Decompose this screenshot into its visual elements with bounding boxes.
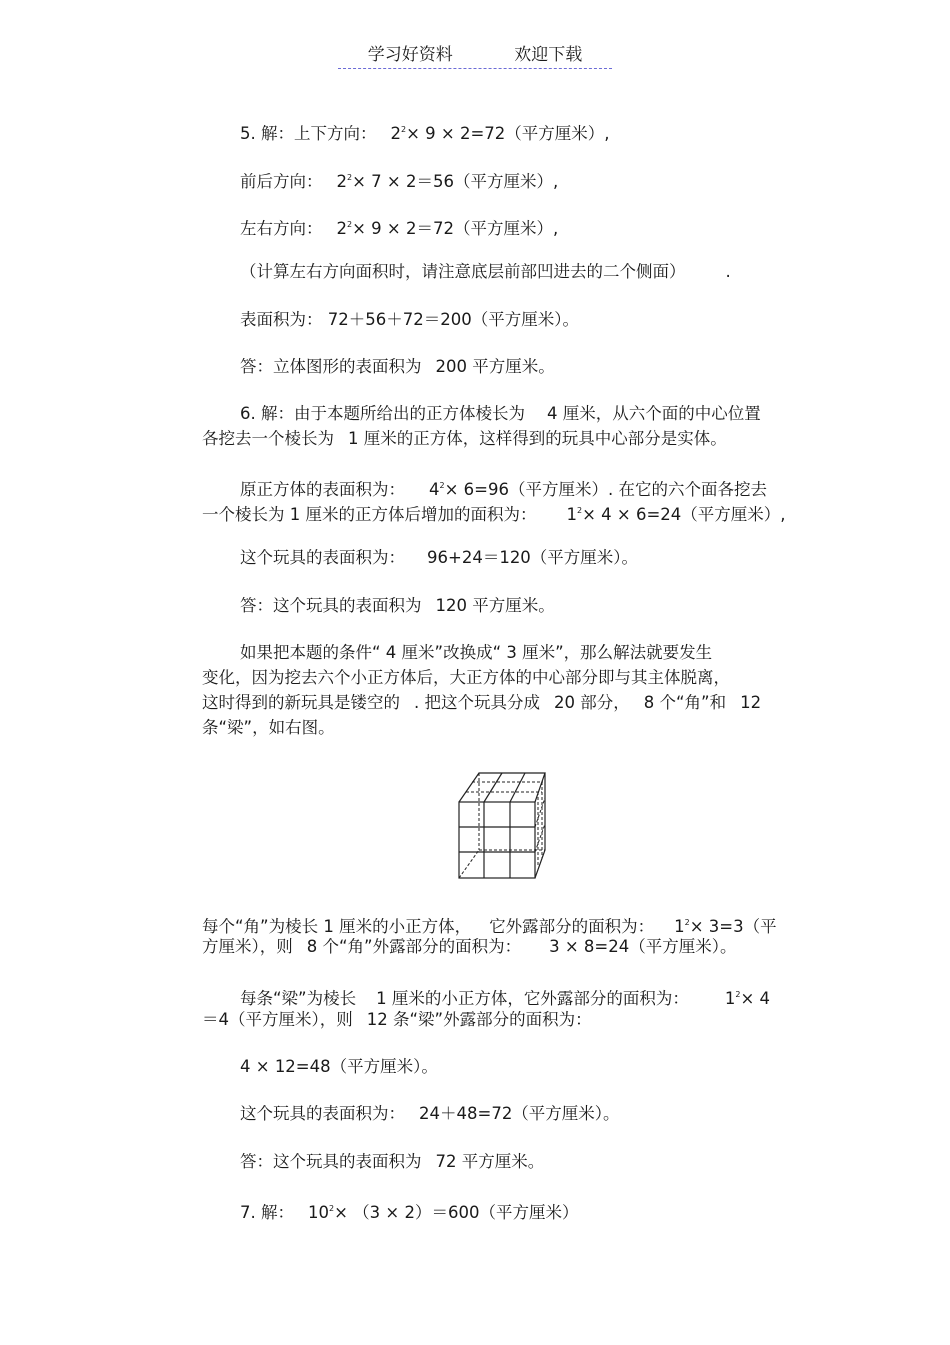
text: 24＋48=72（平方厘米）。 — [419, 1104, 620, 1123]
text: × 7 × 2＝56（平方厘米）, — [352, 172, 559, 191]
text: × 3=3（平 — [689, 917, 777, 936]
text: × （3 × 2）＝600（平方厘米） — [334, 1203, 579, 1222]
p6-line-1 — [240, 404, 761, 424]
p8-line-6 — [240, 1104, 620, 1124]
superscript: 2 — [577, 506, 583, 515]
p6-answer — [240, 596, 555, 616]
text: 这个玩具的表面积为： — [240, 1104, 405, 1123]
text: 4 × 12=48（平方厘米）。 — [240, 1057, 438, 1076]
text: 200 平方厘米。 — [435, 357, 555, 376]
text: 方厘米），则 — [202, 937, 293, 956]
header-underline — [338, 40, 612, 69]
cube-top-line — [510, 773, 525, 802]
text: 1 — [724, 989, 736, 1008]
text: 1 — [674, 917, 685, 936]
text: × 6=96（平方厘米）. 在它的六个面各挖去 — [444, 480, 767, 499]
p8-line-3 — [240, 985, 770, 1009]
p7-line-3 — [202, 693, 761, 713]
p8-line-2 — [202, 937, 736, 957]
header-left-text: 学习好资料 — [367, 45, 453, 65]
superscript: 2 — [347, 220, 353, 229]
text: 左右方向： — [240, 219, 323, 238]
p6-line-5 — [240, 548, 638, 568]
p5-line-2 — [240, 168, 558, 192]
text: 2 — [390, 124, 401, 143]
text: 变化，因为挖去六个小正方体后，大正方体的中心部分即与其主体脱离， — [202, 668, 730, 687]
text: 这个玩具的表面积为： — [240, 548, 405, 567]
text: 答：这个玩具的表面积为 — [240, 596, 422, 615]
text: 原正方体的表面积为： — [240, 480, 405, 499]
text: 每个“角”为棱长 1 厘米的小正方体， — [202, 917, 472, 936]
p9-line-1 — [240, 1199, 578, 1223]
text: 每条“梁”为棱长 — [240, 989, 357, 1008]
text: 这时得到的新玩具是镂空的 — [202, 693, 400, 712]
p8-line-4 — [202, 1010, 592, 1030]
text: × 9 × 2=72（平方厘米）, — [406, 124, 610, 143]
text: × 9 × 2＝72（平方厘米）, — [352, 219, 559, 238]
text: × 4 × 6=24（平方厘米）, — [582, 505, 786, 524]
superscript: 2 — [735, 990, 741, 999]
p5-line-4 — [240, 262, 731, 282]
text: × 4 — [740, 989, 771, 1008]
text: 4 — [429, 480, 440, 499]
superscript: 2 — [439, 481, 445, 490]
text: 表面积为： 72＋56＋72＝200（平方厘米）。 — [240, 310, 579, 329]
text: 1 厘米的小正方体，它外露部分的面积为： — [376, 989, 689, 1008]
p8-line-1 — [202, 913, 777, 937]
text: 2 — [336, 172, 347, 191]
text: . 把这个玩具分成 — [414, 693, 540, 712]
text: 2 — [336, 219, 347, 238]
cube-figure — [455, 770, 550, 882]
text: 12 条“梁”外露部分的面积为： — [366, 1010, 592, 1029]
text: 如果把本题的条件“ 4 厘米”改换成“ 3 厘米”，那么解法就要发生 — [240, 643, 713, 662]
text: 96+24＝120（平方厘米）。 — [427, 548, 639, 567]
cube-hidden-edge — [459, 850, 479, 878]
text: 1 — [566, 505, 577, 524]
superscript: 2 — [347, 173, 353, 182]
text: 3 × 8=24（平方厘米）。 — [549, 937, 737, 956]
cube-right-dashed-line — [535, 798, 545, 827]
text: 答：这个玩具的表面积为 — [240, 1152, 422, 1171]
header-right-text: 欢迎下载 — [514, 45, 583, 65]
p6-line-3 — [240, 476, 767, 500]
text: 5. 解：上下方向： — [240, 124, 377, 143]
p7-line-1 — [240, 643, 712, 663]
cube-front-face — [459, 802, 535, 878]
text: 条“梁”，如右图。 — [202, 718, 335, 737]
text: 6. 解：由于本题所给出的正方体棱长为 — [240, 404, 525, 423]
p5-line-5 — [240, 310, 579, 330]
text: （计算左右方向面积时，请注意底层前部凹进去的二个侧面） — [240, 262, 686, 281]
p7-line-2 — [202, 668, 730, 688]
text: 20 部分， — [554, 693, 630, 712]
text: 8 个“角”和 — [643, 693, 727, 712]
text: 各挖去一个棱长为 — [202, 429, 334, 448]
text: . — [725, 262, 731, 281]
text: 12 — [740, 693, 762, 712]
text: 4 厘米，从六个面的中心位置 — [547, 404, 761, 423]
text: 它外露部分的面积为： — [489, 917, 655, 936]
page-header — [0, 40, 950, 69]
p5-line-1 — [240, 120, 610, 144]
p8-line-5 — [240, 1057, 438, 1077]
text: 10 — [308, 1203, 329, 1222]
p7-line-4 — [202, 718, 335, 738]
p6-line-2 — [202, 429, 727, 449]
text: 前后方向： — [240, 172, 323, 191]
cube-right-dashed-line — [535, 824, 545, 852]
p5-answer — [240, 357, 555, 377]
text: ＝4（平方厘米），则 — [202, 1010, 353, 1029]
text: 答：立体图形的表面积为 — [240, 357, 422, 376]
text: 120 平方厘米。 — [435, 596, 555, 615]
text: 72 平方厘米。 — [435, 1152, 545, 1171]
text: 7. 解： — [240, 1203, 294, 1222]
text: 8 个“角”外露部分的面积为： — [306, 937, 522, 956]
superscript: 2 — [329, 1204, 335, 1213]
p8-answer — [240, 1152, 544, 1172]
text: 1 厘米的正方体，这样得到的玩具中心部分是实体。 — [348, 429, 727, 448]
p6-line-4 — [202, 501, 786, 525]
text: 一个棱长为 1 厘米的正方体后增加的面积为： — [202, 505, 537, 524]
cube-top-edge — [459, 773, 545, 802]
superscript: 2 — [684, 918, 690, 927]
p5-line-3 — [240, 215, 558, 239]
cube-top-line — [484, 773, 502, 802]
superscript: 2 — [401, 125, 407, 134]
